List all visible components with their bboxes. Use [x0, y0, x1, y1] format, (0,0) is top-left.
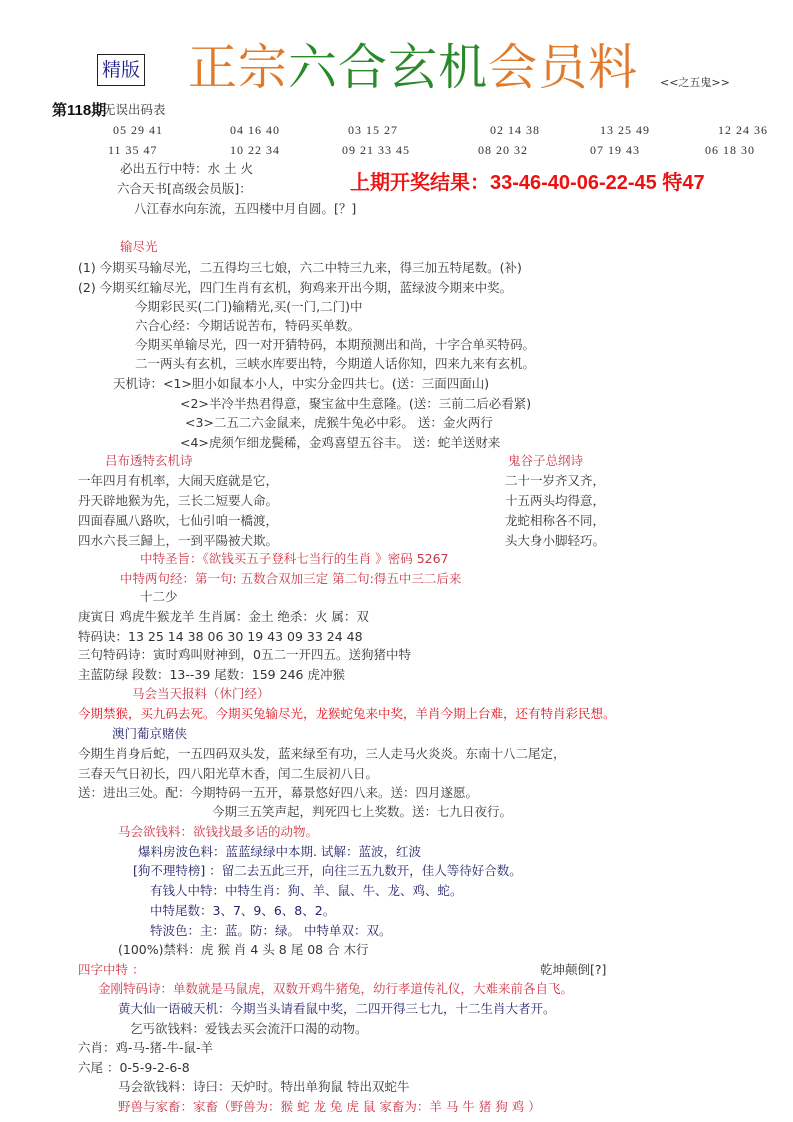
text-line: 送：进出三处。配：今期特码一五开，幕景悠好四八来。送：四月遂愿。	[78, 785, 479, 800]
text-line: (100%)禁料：虎 猴 肖 4 头 8 尾 08 合 木行	[118, 942, 369, 957]
text-line: 中特两句经：第一句: 五数合双加三定 第二句:得五中三二后来	[120, 571, 462, 586]
poem-line: 头大身小脚轻巧。	[505, 533, 606, 548]
poem-line: 一年四月有机率，大闹天庭就是它，	[78, 473, 279, 488]
text-line: 三春天气日初长，四八阳光草木香，闰二生辰初八日。	[78, 766, 379, 781]
poem-line: 十五两头均得意，	[505, 493, 606, 508]
text-line: 庚寅日 鸡虎牛猴龙羊 生肖属：金土 绝杀：火 属：双	[78, 609, 369, 624]
section-heading: 马会欲钱料：欲钱找最多话的动物。	[118, 824, 319, 839]
title-char: 员	[538, 39, 589, 96]
text-line: 特波色：主：蓝。防：绿。 中特单双：双。	[150, 923, 392, 938]
last-draw-result: 上期开奖结果：33-46-40-06-22-45 特47	[350, 172, 705, 194]
text-line: 今期买单输尽光，四一对开猜特码，本期预测出和尚，十字合单买特码。	[135, 337, 536, 352]
title-char: 会	[488, 39, 539, 96]
title-char: 六	[288, 39, 339, 96]
text-line: <2>半冷半热君得意，聚宝盆中生意隆。(送：三前二后必看紧)	[180, 396, 532, 411]
text-line: (2) 今期买红输尽光，四门生肖有玄机，狗鸡来开出今期，蓝绿波今期来中奖。	[78, 280, 513, 295]
number-group: 03 15 27	[348, 123, 398, 137]
text-line: 今期生肖身后蛇，一五四码双头发，蓝来绿至有功，三人走马火炎炎。东南十八二尾定，	[78, 746, 566, 761]
text-line: 主蓝防绿 段数：13--39 尾数：159 246 虎冲猴	[78, 667, 345, 682]
text-line: [狗不理特榜] ：留二去五此三开，向往三五九数开，佳人等待好合数。	[133, 863, 522, 878]
text-line: 三句特码诗：寅时鸡叫财神到，0五二一开四五。送狗猪中特	[78, 647, 411, 662]
text-line: 乞丐欲钱料：爱钱去买会流汗口渴的动物。	[130, 1021, 368, 1036]
text-line: 野兽与家畜：家畜（野兽为：猴 蛇 龙 兔 虎 鼠 家畜为：羊 马 牛 猪 狗 鸡 ）	[118, 1099, 541, 1114]
text-line: 六尾 ：0-5-9-2-6-8	[78, 1060, 190, 1075]
edition-badge: 精版	[97, 54, 145, 86]
title-char: 料	[588, 39, 639, 96]
number-group: 04 16 40	[230, 123, 280, 137]
section-heading: 四字中特 ：	[78, 962, 145, 977]
text-line: 今期禁猴，买九码去死。今期买兔输尽光，龙猴蛇兔来中奖，羊肖今期上台难，还有特肖彩民想。	[78, 706, 616, 721]
number-group: 09 21 33 45	[342, 143, 410, 157]
section-heading: 输尽光	[120, 239, 158, 254]
text-line: 今期彩民买(二门)输精光,买(一门,二门)中	[135, 299, 363, 314]
text-line: 金刚特码诗：单数就是马鼠虎，双数开鸡牛猪兔，幼行孝道传礼仪，大难来前各自飞。	[98, 981, 574, 996]
text-line: 六合天书[高级会员版]：	[117, 181, 252, 196]
text-line: 有钱人中特：中特生肖：狗、羊、鼠、牛、龙、鸡、蛇。	[150, 883, 463, 898]
text-line: 乾坤颠倒[?]	[540, 962, 607, 977]
table-label: 无误出码表	[103, 102, 166, 117]
title-char: 宗	[238, 39, 289, 96]
text-line: 十二少	[140, 589, 178, 604]
section-heading: 鬼谷子总纲诗	[508, 453, 584, 468]
text-line: <3>二五二六金鼠来，虎猴牛兔必中彩。 送：金火两行	[185, 415, 493, 430]
title-char: 正	[188, 39, 239, 96]
text-line: 中特圣旨：《欲钱买五子登科七当行的生肖 》密码 5267	[140, 551, 449, 566]
page-title	[188, 38, 638, 98]
number-group: 08 20 32	[478, 143, 528, 157]
title-char: 机	[438, 39, 489, 96]
title-char: 合	[338, 39, 389, 96]
text-line: 必出五行中特：水 土 火	[120, 161, 253, 176]
text-line: 八江春水向东流，五四楼中月自圆。[？]	[134, 201, 357, 216]
subtitle: <<之五鬼>>	[660, 76, 730, 89]
text-line: 爆料房波色料：蓝蓝绿绿中本期. 试解：蓝波，红波	[138, 844, 421, 859]
text-line: 今期三五笑声起，判死四七上奖数。送：七九日夜行。	[212, 804, 513, 819]
section-heading: 澳门葡京赌侠	[112, 726, 188, 741]
section-heading: 马会当天报料（休门经）	[132, 686, 270, 701]
poem-line: 丹天辟地猴为先，三长二短要人命。	[78, 493, 279, 508]
text-line: 特码诀：13 25 14 38 06 30 19 43 09 33 24 48	[78, 629, 363, 644]
number-group: 02 14 38	[490, 123, 540, 137]
text-line: 中特尾数：3、7、9、6、8、2。	[150, 903, 336, 918]
text-line: 天机诗：<1>胆小如鼠本小人，中实分金四共七。(送：三面四面山)	[113, 376, 490, 391]
number-group: 05 29 41	[113, 123, 163, 137]
section-heading: 吕布透特玄机诗	[105, 453, 193, 468]
poem-line: 四水六長三歸上，一到平陽被犬欺。	[78, 533, 279, 548]
text-line: 六肖：鸡-马-猪-牛-鼠-羊	[78, 1040, 214, 1055]
text-line: 马会欲钱料：诗曰：天炉时。特出单狗鼠 特出双蛇牛	[118, 1079, 410, 1094]
text-line: 二一两头有玄机，三峡水库要出特，今期道人话你知，四来九来有玄机。	[135, 356, 536, 371]
text-line: <4>虎须乍细龙鬓稀，金鸡喜望五谷丰。 送：蛇羊送财来	[180, 435, 501, 450]
number-group: 12 24 36	[718, 123, 768, 137]
number-group: 13 25 49	[600, 123, 650, 137]
issue-number: 第118期	[52, 102, 107, 119]
number-group: 07 19 43	[590, 143, 640, 157]
number-group: 11 35 47	[108, 143, 158, 157]
number-group: 06 18 30	[705, 143, 755, 157]
text-line: (1) 今期买马输尽光，二五得均三七娘，六二中特三九来，得三加五特尾数。(补)	[78, 260, 522, 275]
number-group: 10 22 34	[230, 143, 280, 157]
title-char: 玄	[388, 39, 439, 96]
poem-line: 二十一岁齐又齐，	[505, 473, 606, 488]
poem-line: 龙蛇相称各不同，	[505, 513, 606, 528]
text-line: 黄大仙一语破天机：今期当头请看鼠中奖，二四开得三七九，十二生肖大者开。	[118, 1001, 556, 1016]
poem-line: 四面春風八路吹，七仙引咱一橋渡，	[78, 513, 279, 528]
text-line: 六合心经：今期话说苦布，特码买单数。	[135, 318, 361, 333]
